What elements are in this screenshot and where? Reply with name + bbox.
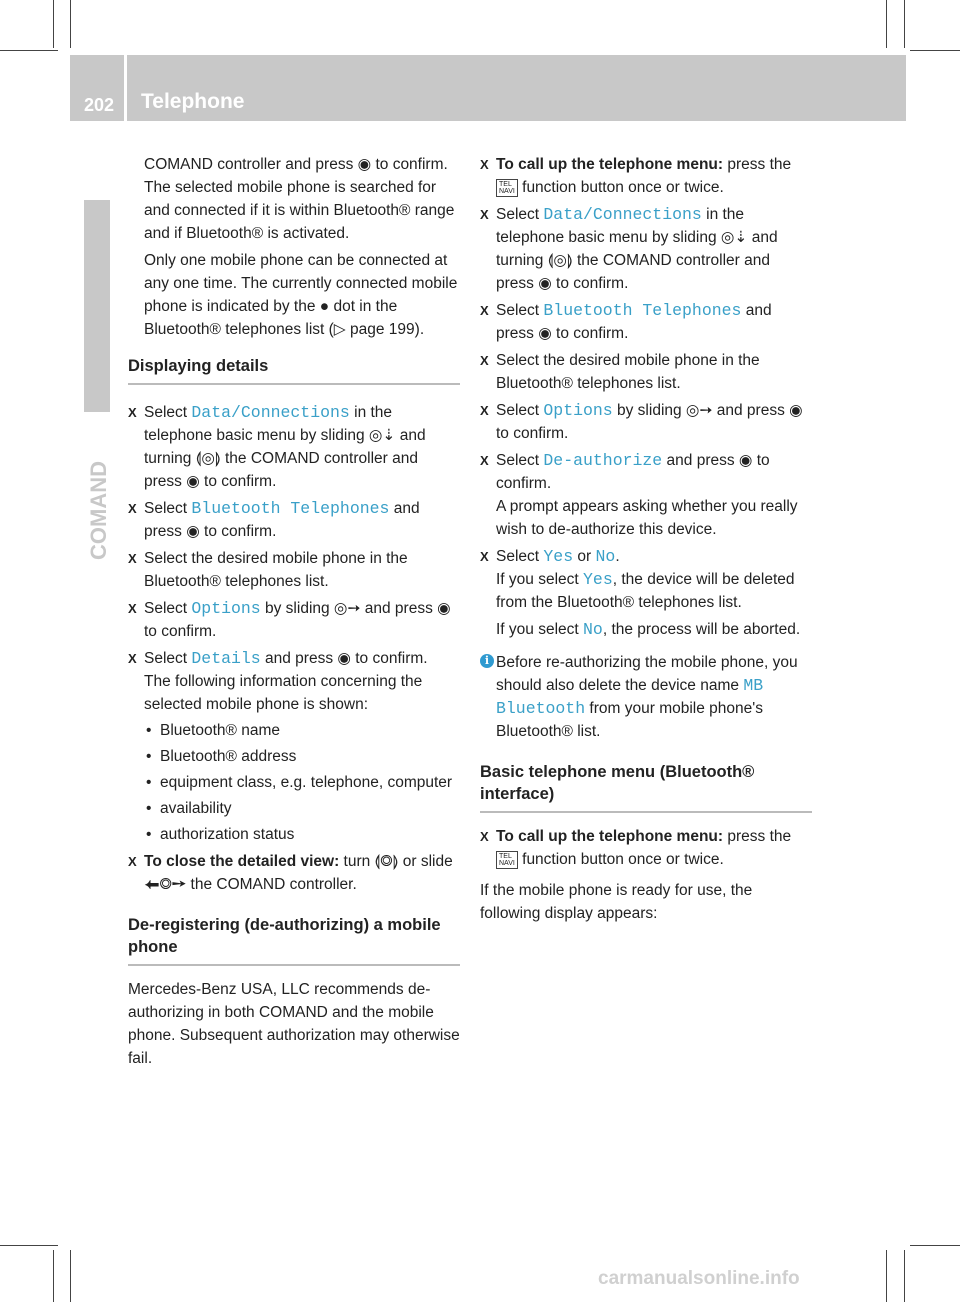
section-heading: De-registering (de-authorizing) a mobile phone <box>128 914 460 966</box>
list-item: • Bluetooth® name <box>146 722 280 739</box>
details-text: The following information concerning the selected mobile phone is shown: <box>144 673 423 713</box>
crop-mark <box>70 0 71 48</box>
crop-mark <box>53 1250 54 1302</box>
body-text: If the mobile phone is ready for use, the following display appears: <box>480 882 753 922</box>
step: X Select Yes or No. <box>480 547 620 566</box>
header-divider <box>124 55 127 121</box>
crop-mark <box>886 0 887 48</box>
info-icon: i <box>480 654 494 668</box>
step: X Select Options by sliding ◎➙ and press ◉ to confirm. <box>480 401 803 442</box>
step: X Select Data/Connections in the telephone basic menu by sliding ◎⇣ and turning ⟬◎⟭ the COMAND controller and press ◉ to confirm. <box>128 403 426 490</box>
step: X Select the desired mobile phone in the Bluetooth® telephones list. <box>128 550 408 590</box>
step: X To call up the telephone menu: press the TEL NAVI function button once or twice. <box>480 156 792 196</box>
step: X Select the desired mobile phone in the Bluetooth® telephones list. <box>480 352 760 392</box>
step: X Select Details and press ◉ to confirm. <box>128 649 428 668</box>
list-item: • authorization status <box>146 826 295 843</box>
crop-mark <box>0 1245 58 1246</box>
watermark: carmanualsonline.info <box>598 1268 800 1289</box>
crop-mark <box>904 0 905 48</box>
side-tab <box>84 200 110 412</box>
crop-mark <box>53 0 54 48</box>
crop-mark <box>886 1250 887 1302</box>
intro-text: Only one mobile phone can be connected at any one time. The currently connected mobile phone is indicated by the ● dot in the Bluetooth® telephones list (▷ page 199). <box>144 252 458 338</box>
list-item: • equipment class, e.g. telephone, computer <box>146 774 453 791</box>
step: X Select Bluetooth Telephones and press ◉ to confirm. <box>128 499 420 540</box>
list-item: • Bluetooth® address <box>146 748 297 765</box>
side-label: COMAND <box>86 461 111 560</box>
crop-mark <box>70 1250 71 1302</box>
info-note: i Before re-authorizing the mobile phone, you should also delete the device name MB Bluetooth from your mobile phone's Bluetooth® list. <box>480 651 812 743</box>
right-column <box>480 153 812 925</box>
result-text: If you select No, the process will be aborted. <box>496 620 801 639</box>
crop-mark <box>910 50 960 51</box>
step: X Select Data/Connections in the telephone basic menu by sliding ◎⇣ and turning ⟬◎⟭ the COMAND controller and press ◉ to confirm. <box>480 205 778 292</box>
step: X Select De-authorize and press ◉ to confirm. <box>480 451 770 492</box>
step: X To close the detailed view: turn ⟬◎⟭ or slide ⬅◎➙ the COMAND controller. <box>128 853 453 893</box>
page-title: Telephone <box>141 90 245 113</box>
body-text: Mercedes-Benz USA, LLC recommends de-authorizing in both COMAND and the mobile phone. Subsequent authorization may otherwise fail. <box>128 981 460 1067</box>
section-heading: Displaying details <box>128 355 460 385</box>
left-column <box>128 153 460 1070</box>
tel-navi-button-icon: TEL NAVI <box>496 851 518 869</box>
step: X To call up the telephone menu: press the TEL NAVI function button once or twice. <box>480 828 792 868</box>
tel-navi-button-icon: TEL NAVI <box>496 179 518 197</box>
prompt-text: A prompt appears asking whether you really wish to de-authorize this device. <box>496 498 798 538</box>
step: X Select Options by sliding ◎➙ and press ◉ to confirm. <box>128 599 451 640</box>
list-item: • availability <box>146 800 232 817</box>
section-heading: Basic telephone menu (Bluetooth® interface) <box>480 761 812 813</box>
result-text: If you select Yes, the device will be deleted from the Bluetooth® telephones list. <box>496 570 795 611</box>
page-number: 202 <box>84 95 115 115</box>
intro-text: The selected mobile phone is searched for and connected if it is within Bluetooth® range and if Bluetooth® is activated. <box>144 179 455 242</box>
crop-mark <box>904 1250 905 1302</box>
step: X Select Bluetooth Telephones and press ◉ to confirm. <box>480 301 772 342</box>
intro-text: COMAND controller and press ◉ to confirm. <box>144 156 448 173</box>
crop-mark <box>0 50 58 51</box>
crop-mark <box>910 1245 960 1246</box>
